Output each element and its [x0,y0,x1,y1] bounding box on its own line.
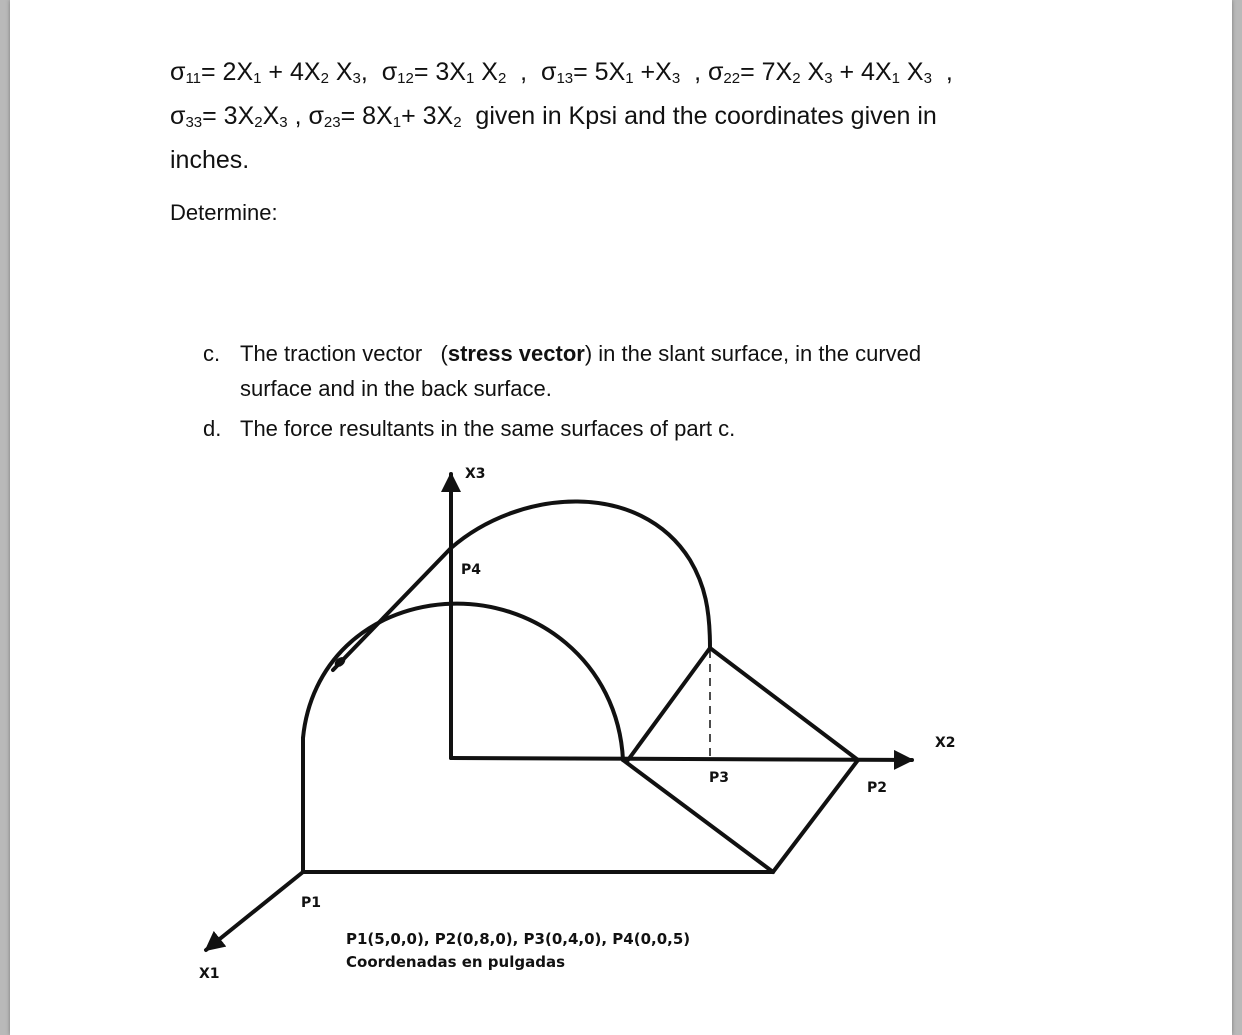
stress-equations-line-3: inches. [170,146,250,174]
label-p2: P2 [867,780,888,796]
edge-slant-left [628,648,710,760]
back-arc [451,501,710,648]
x1-axis [206,872,303,950]
label-p4: P4 [461,562,482,578]
stress-equations-line-1: $\sigma_{11}= 2X_1 + 4X_2$ $X_3$, $\sigma_{12}= 3X_1$ $X_2$ , $\sigma_{13}= 5X_1 +X_3$ , $\sigma_{22}= 7X_2$ $X_3 + 4X_1$ $X_3$ , [170,58,953,87]
x2-axis [451,758,912,760]
stress-equations-line-2: $\sigma_{33}= 3X_2X_3$ , $\sigma_{23}= 8X_1+ 3X_2$ given in Kpsi and the coordinates given in [170,102,937,131]
label-x1: X1 [199,966,220,982]
edge-base-to-p2 [773,760,858,872]
label-p1: P1 [301,895,322,911]
label-x2: X2 [935,735,956,751]
label-p3: P3 [709,770,730,786]
determine-heading: Determine: [170,200,278,225]
question-item-c: c. The traction vector (stress vector) in the slant surface, in the curved surface and in the back surface. [203,336,1063,406]
item-label-c: c. [203,341,221,366]
edge-p1-p4 [333,548,451,670]
label-x3: X3 [465,466,486,482]
stress-vector-bold: stress vector [447,341,585,366]
question-item-d: d. The force resultants in the same surfaces of part c. [203,411,735,446]
item-label-d: d. [203,416,222,441]
front-arc [303,604,623,760]
edge-base-diagonal [623,760,773,872]
coordinates-units-note: Coordenadas en pulgadas [346,953,566,971]
coordinates-note: P1(5,0,0), P2(0,8,0), P3(0,4,0), P4(0,0,5) [346,930,691,948]
edge-slant-top [710,648,858,760]
